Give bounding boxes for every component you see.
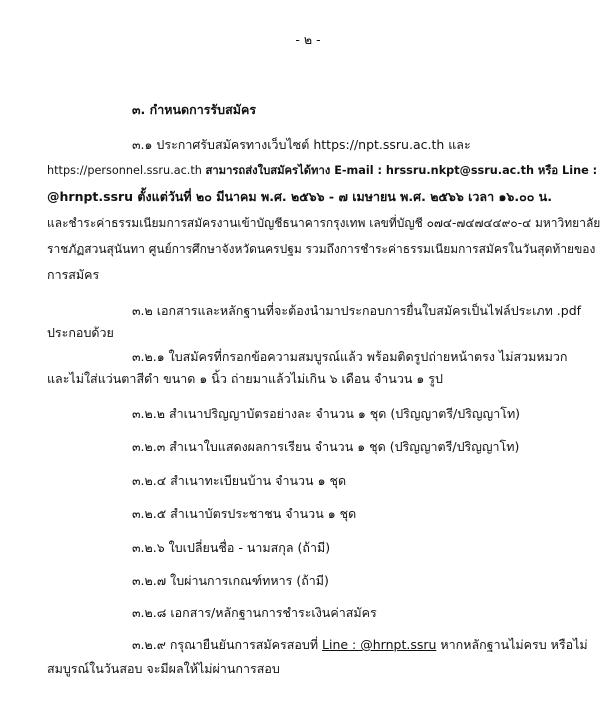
p31-line2-bold: สามารถส่งใบสมัครได้ทาง E-mail : hrssru.nkpt@ssru.ac.th หรือ Line : bbox=[205, 164, 598, 177]
line-contact-link[interactable]: Line : @hrnpt.ssru bbox=[322, 637, 437, 652]
p321-line1: ๓.๒.๑ ใบสมัครที่กรอกข้อความสมบูรณ์แล้ว พร้อมติดรูปถ่ายหน้าตรง ไม่สวมหมวก bbox=[132, 349, 568, 364]
p329-line1-post: หากหลักฐานไม่ครบ หรือไม่ bbox=[436, 637, 588, 652]
p31-line3: @hrnpt.ssru ตั้งแต่วันที่ ๒๐ มีนาคม พ.ศ. ๒๕๖๖ - ๗ เมษายน พ.ศ. ๒๕๖๖ เวลา ๑๖.๐๐ น. bbox=[47, 189, 552, 204]
p31-line5: ราชภัฏสวนสุนันทา ศูนย์การศึกษาจังหวัดนครปฐม รวมถึงการชำระค่าธรรมเนียมการสมัครในวันสุดท้ายของ bbox=[47, 242, 596, 256]
p31-line2-normal: https://personnel.ssru.ac.th bbox=[47, 164, 206, 177]
p31-line4: และชำระค่าธรรมเนียมการสมัครงานเข้าบัญชีธนาคารกรุงเทพ เลขที่บัญชี ๐๗๔-๗๔๗๔๔๙๐-๔ มหาวิทยาลัย bbox=[47, 216, 601, 230]
list-item: ๓.๒.๖ ใบเปลี่ยนชื่อ - นามสกุล (ถ้ามี) bbox=[132, 540, 331, 555]
p329-line1 bbox=[132, 636, 588, 654]
list-item: ๓.๒.๓ สำเนาใบแสดงผลการเรียน จำนวน ๑ ชุด (ปริญญาตรี/ปริญญาโท) bbox=[132, 439, 520, 454]
list-item: ๓.๒.๔ สำเนาทะเบียนบ้าน จำนวน ๑ ชุด bbox=[132, 473, 347, 488]
page-number: - ๒ - bbox=[295, 32, 321, 47]
p32-line2: ประกอบด้วย bbox=[47, 325, 114, 340]
p31-line1: ๓.๑ ประกาศรับสมัครทางเว็บไซต์ https://npt.ssru.ac.th และ bbox=[132, 137, 471, 152]
p31-line6: การสมัคร bbox=[47, 267, 100, 282]
list-item: ๓.๒.๗ ใบผ่านการเกณฑ์ทหาร (ถ้ามี) bbox=[132, 573, 329, 588]
p329-line1-pre: ๓.๒.๙ กรุณายืนยันการสมัครสอบที่ bbox=[132, 637, 323, 652]
section-heading: ๓. กำหนดการรับสมัคร bbox=[132, 102, 257, 117]
p321-line2: และไม่ใส่แว่นตาสีดำ ขนาด ๑ นิ้ว ถ่ายมาแล้วไม่เกิน ๖ เดือน จำนวน ๑ รูป bbox=[47, 371, 443, 386]
p32-line1: ๓.๒ เอกสารและหลักฐานที่จะต้องนำมาประกอบการยื่นใบสมัครเป็นไฟล์ประเภท .pdf bbox=[132, 303, 582, 318]
p31-line2 bbox=[47, 162, 597, 180]
list-item: ๓.๒.๘ เอกสาร/หลักฐานการชำระเงินค่าสมัคร bbox=[132, 605, 377, 620]
p329-line2: สมบูรณ์ในวันสอบ จะมีผลให้ไม่ผ่านการสอบ bbox=[47, 661, 280, 676]
list-item: ๓.๒.๕ สำเนาบัตรประชาชน จำนวน ๑ ชุด bbox=[132, 506, 357, 521]
list-item: ๓.๒.๒ สำเนาปริญญาบัตรอย่างละ จำนวน ๑ ชุด (ปริญญาตรี/ปริญญาโท) bbox=[132, 406, 521, 421]
